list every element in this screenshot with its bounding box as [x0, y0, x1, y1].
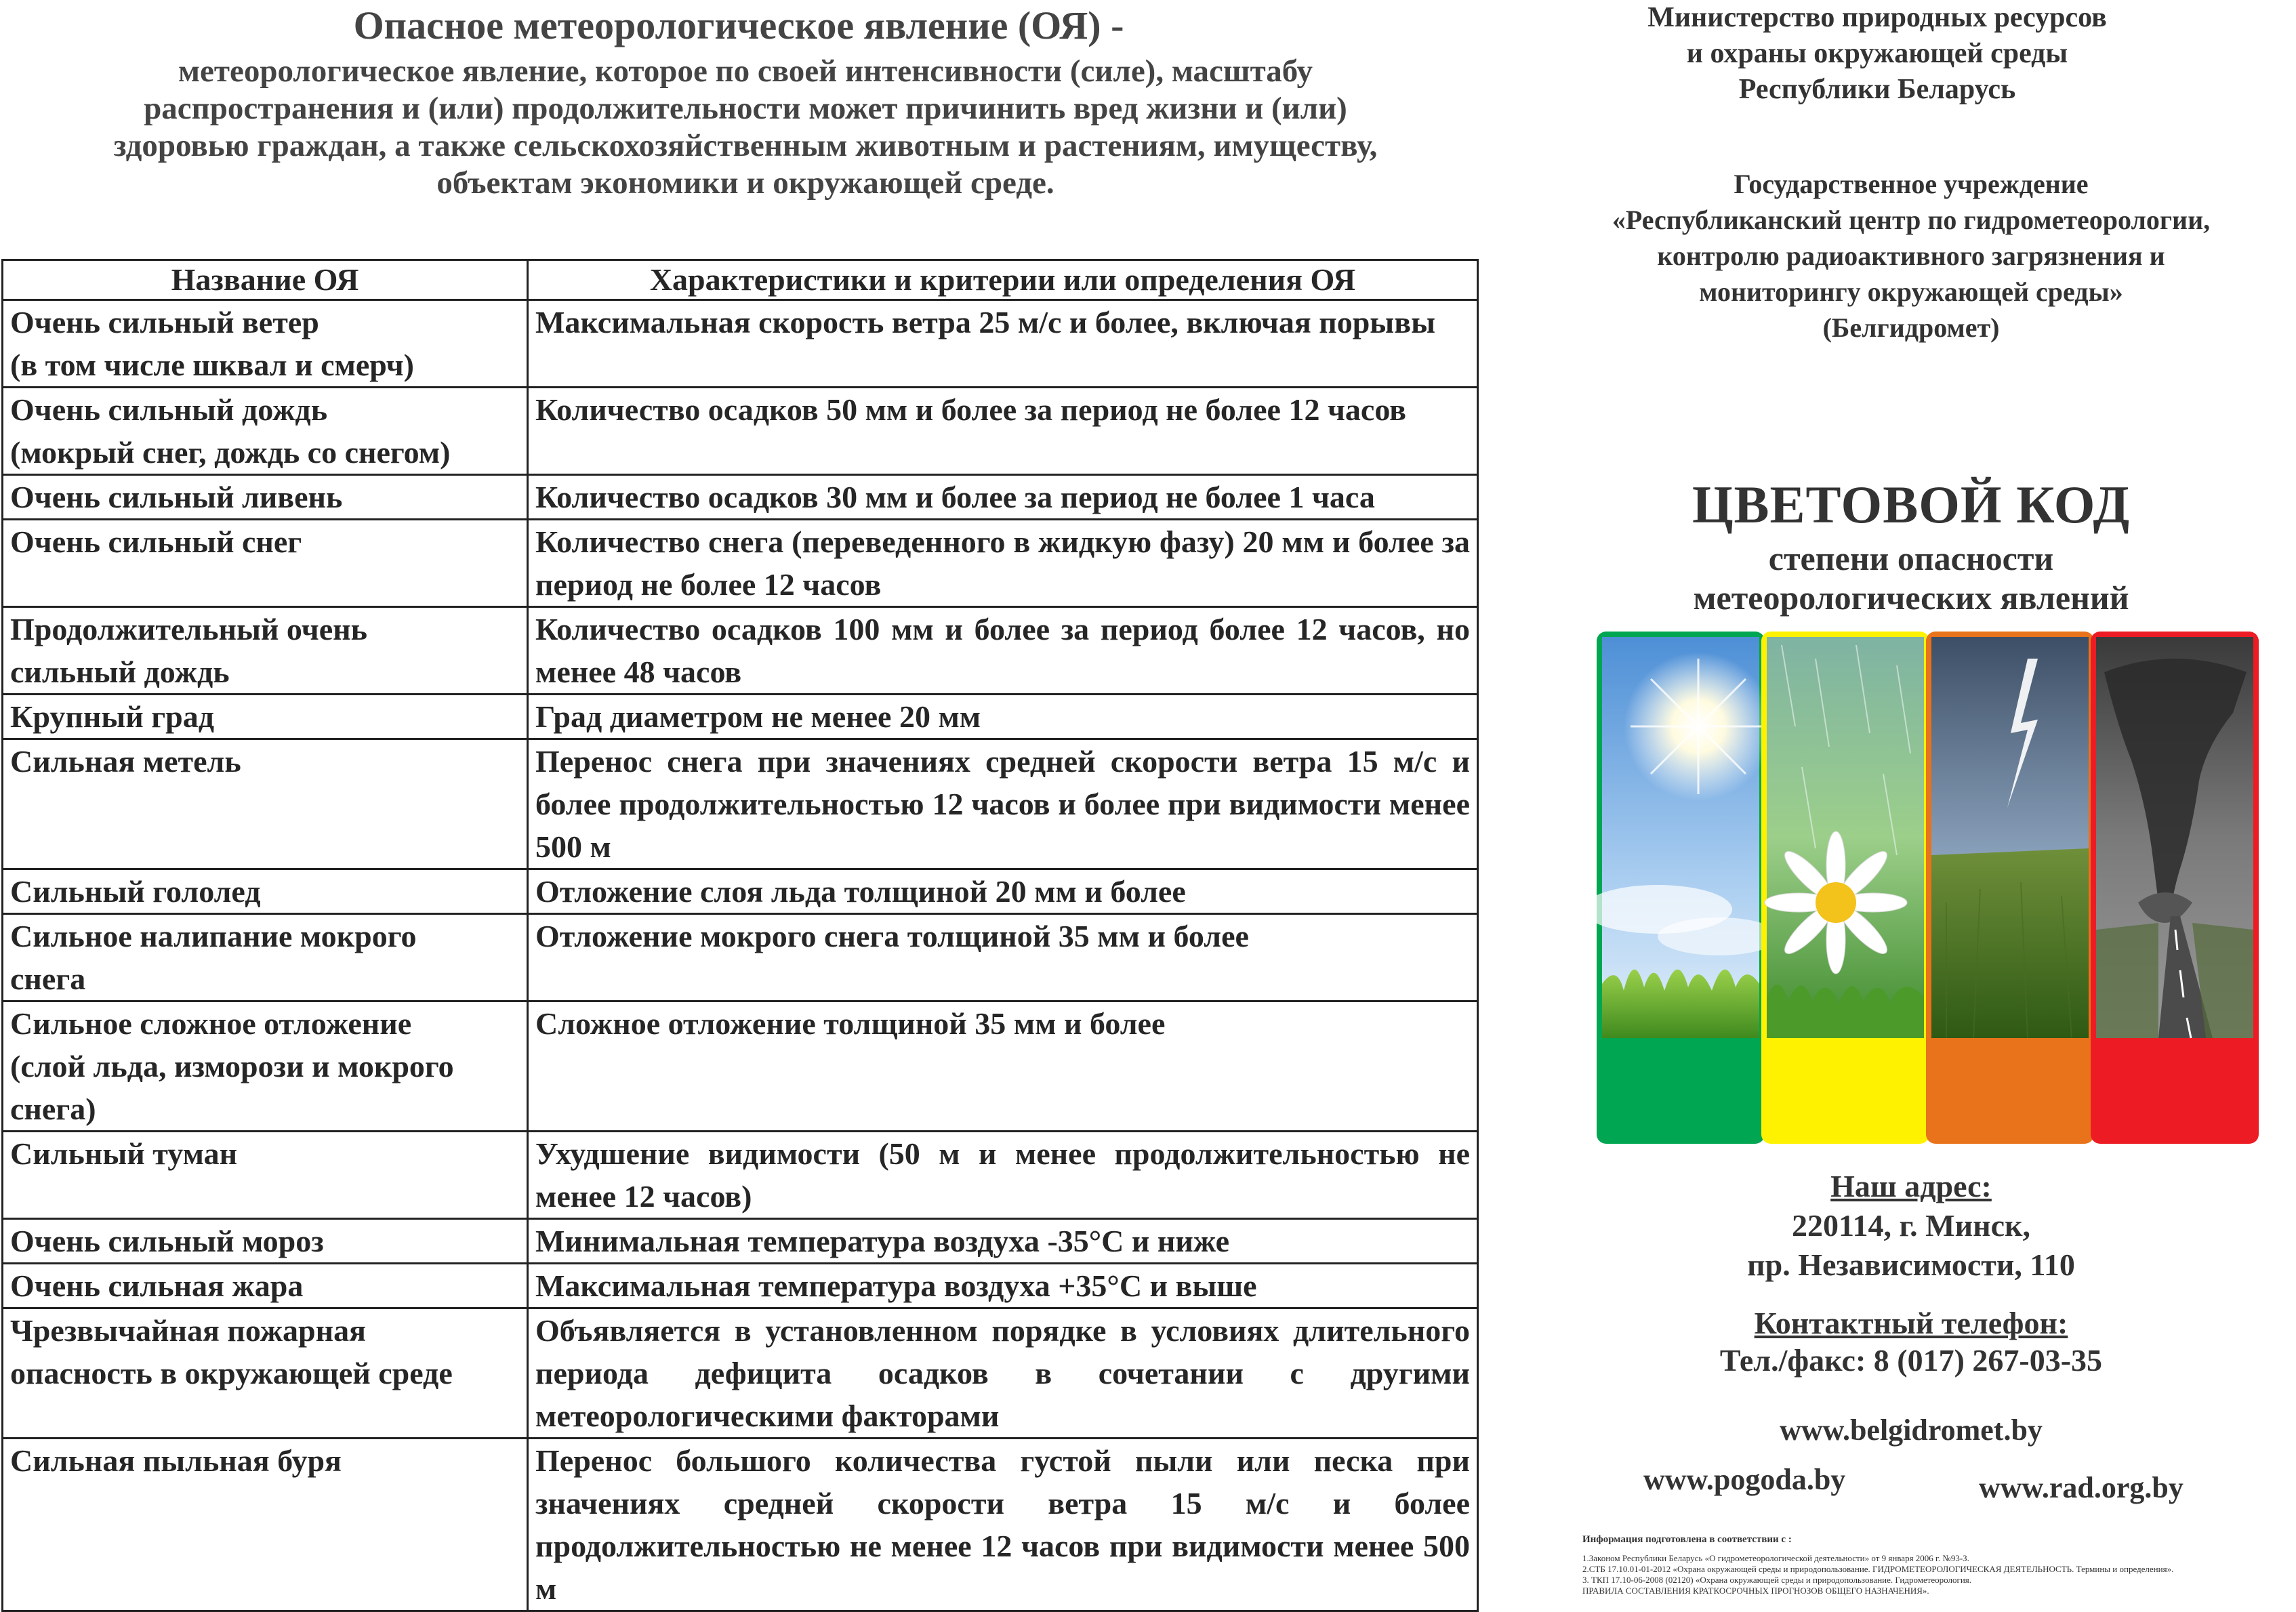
phenomenon-criteria: Количество снега (переведенного в жидкую фазу) 20 мм и более за период не более 12 часов: [528, 520, 1478, 607]
institution-name: [1518, 166, 2296, 346]
table-row: [3, 1219, 1478, 1264]
phenomenon-name-line: Очень сильный дождь: [10, 392, 328, 427]
phenomenon-name-line: (в том числе шквал и смерч): [10, 348, 414, 382]
phenomenon-criteria: Максимальная скорость ветра 25 м/с и более, включая порывы: [528, 300, 1478, 388]
phone-heading: Контактный телефон:: [1754, 1306, 2068, 1340]
phenomenon-name-line: Очень сильная жара: [10, 1268, 304, 1303]
sunny-sky-icon: [1597, 632, 1765, 1144]
phenomenon-name-line: Очень сильный ветер: [10, 305, 319, 339]
ministry-line: Министерство природных ресурсов: [1647, 2, 2107, 33]
site-link-rad[interactable]: www.rad.org.by: [1979, 1471, 2184, 1504]
phenomenon-name-line: Очень сильный снег: [10, 524, 302, 559]
phenomenon-name-line: Сильное налипание мокрого: [10, 919, 417, 953]
address-line: пр. Независимости, 110: [1747, 1247, 2075, 1282]
info-heading: Информация подготовлена в соответствии с :: [1582, 1534, 1792, 1545]
tornado-road-icon: [2091, 632, 2259, 1144]
phenomenon-name: [3, 869, 528, 914]
phenomenon-name-line: (мокрый снег, дождь со снегом): [10, 435, 451, 470]
phenomenon-criteria: Град диаметром не менее 20 мм: [528, 695, 1478, 739]
phone-number: Тел./факс: 8 (017) 267-03-35: [1719, 1343, 2103, 1378]
daisy-rain-icon: [1761, 632, 1929, 1144]
institution-line: мониторингу окружающей среды»: [1699, 276, 2123, 307]
table-row: [3, 1308, 1478, 1439]
site-link-pogoda[interactable]: www.pogoda.by: [1643, 1463, 1846, 1496]
phenomenon-criteria: Перенос снега при значениях средней скорости ветра 15 м/с и более продолжительностью 12 часов и более при видимости менее 500 м: [528, 739, 1478, 869]
column-header-name: Название ОЯ: [3, 260, 528, 300]
phenomenon-name: [3, 520, 528, 607]
address-heading: Наш адрес:: [1830, 1169, 1992, 1203]
phenomenon-name-line: опасность в окружающей среде: [10, 1356, 453, 1390]
subtitle-line: степени опасности: [1768, 539, 2054, 577]
institution-line: «Республиканский центр по гидрометеорологии,: [1612, 205, 2211, 235]
info-line: 3. ТКП 17.10-06-2008 (02120) «Охрана окружающей среды и природопользование. Гидрометеорология.: [1582, 1575, 1972, 1585]
info-sources: [1582, 1533, 2287, 1596]
institution-line: контролю радиоактивного загрязнения и: [1657, 241, 2165, 271]
color-code-strips: [1597, 632, 2258, 1144]
institution-line: Государственное учреждение: [1734, 169, 2089, 199]
phenomenon-name-line: Очень сильный ливень: [10, 480, 343, 514]
strip-green: [1597, 632, 1765, 1144]
definition-text: [27, 53, 1464, 202]
phenomenon-criteria: Количество осадков 100 мм и более за период более 12 часов, но менее 48 часов: [528, 607, 1478, 695]
strip-red: [2091, 632, 2259, 1144]
phenomenon-name-line: Продолжительный очень: [10, 612, 367, 646]
info-line: 2.СТБ 17.10.01-01-2012 «Охрана окружающей среды и природопользование. ГИДРОМЕТЕОРОЛОГИЧЕСКАЯ ДЕЯТЕЛЬНОСТЬ. Термины и определения».: [1582, 1564, 2174, 1574]
phenomenon-name-line: (слой льда, изморози и мокрого: [10, 1049, 454, 1083]
definition-line: объектам экономики и окружающей среде.: [436, 165, 1054, 201]
phenomenon-name-line: сильный дождь: [10, 655, 230, 689]
phenomenon-name: [3, 695, 528, 739]
institution-line: (Белгидромет): [1822, 312, 2000, 343]
phenomenon-criteria: Отложение слоя льда толщиной 20 мм и более: [528, 869, 1478, 914]
strip-yellow: [1761, 632, 1929, 1144]
phenomenon-name: [3, 388, 528, 475]
table-row: [3, 520, 1478, 607]
ministry-name: [1518, 0, 2236, 108]
strip-orange: [1926, 632, 2094, 1144]
phenomenon-name: [3, 1219, 528, 1264]
table-row: [3, 1264, 1478, 1308]
table-row: [3, 914, 1478, 1001]
address-line: 220114, г. Минск,: [1791, 1208, 2030, 1243]
phenomenon-name-line: снега: [10, 962, 86, 996]
phenomenon-name-line: Сильная метель: [10, 744, 241, 779]
phenomenon-name-line: снега): [10, 1092, 96, 1126]
phenomenon-name-line: Крупный град: [10, 699, 214, 734]
phenomenon-criteria: Ухудшение видимости (50 м и менее продолжительностью не менее 12 часов): [528, 1132, 1478, 1219]
ministry-line: Республики Беларусь: [1738, 74, 2016, 105]
table-row: [3, 607, 1478, 695]
site-link-belgidromet[interactable]: www.belgidromet.by: [1780, 1413, 2043, 1447]
phenomenon-name: [3, 1308, 528, 1439]
phenomenon-criteria: Отложение мокрого снега толщиной 35 мм и более: [528, 914, 1478, 1001]
phenomenon-name-line: Чрезвычайная пожарная: [10, 1313, 367, 1348]
phenomenon-name-line: Сильное сложное отложение: [10, 1006, 412, 1041]
table-row: [3, 1439, 1478, 1611]
table-row: [3, 695, 1478, 739]
ministry-line: и охраны окружающей среды: [1686, 38, 2068, 69]
phenomenon-name-line: Очень сильный мороз: [10, 1224, 324, 1258]
table-body: [3, 300, 1478, 1611]
table-row: [3, 739, 1478, 869]
table-row: [3, 869, 1478, 914]
page-title: Опасное метеорологическое явление (ОЯ) -: [353, 3, 1124, 47]
phenomenon-name: [3, 607, 528, 695]
table-row: [3, 475, 1478, 520]
phenomenon-name: [3, 300, 528, 388]
phenomenon-criteria: Сложное отложение толщиной 35 мм и более: [528, 1001, 1478, 1132]
table-row: [3, 300, 1478, 388]
phenomenon-criteria: Минимальная температура воздуха -35°С и ниже: [528, 1219, 1478, 1264]
storm-field-icon: [1926, 632, 2094, 1144]
phenomenon-name-line: Сильный гололед: [10, 874, 261, 909]
phenomenon-name: [3, 1132, 528, 1219]
color-code-title: ЦВЕТОВОЙ КОД: [1692, 475, 2131, 534]
phenomenon-name: [3, 914, 528, 1001]
phenomenon-name: [3, 475, 528, 520]
phenomenon-name-line: Сильный туман: [10, 1136, 238, 1171]
info-line: 1.Законом Республики Беларусь «О гидрометеорологической деятельности» от 9 января 2006 г. №93-З.: [1582, 1553, 1969, 1563]
phenomenon-criteria: Объявляется в установленном порядке в условиях длительного периода дефицита осадков в сочетании с другими метеорологическими факторами: [528, 1308, 1478, 1439]
table-row: [3, 388, 1478, 475]
table-row: [3, 1132, 1478, 1219]
phenomenon-criteria: Количество осадков 30 мм и более за период не более 1 часа: [528, 475, 1478, 520]
phenomenon-criteria: Максимальная температура воздуха +35°С и выше: [528, 1264, 1478, 1308]
subtitle-line: метеорологических явлений: [1693, 579, 2129, 617]
phenomenon-criteria: Перенос большого количества густой пыли или песка при значениях средней скорости ветра 15 м/с и более продолжительностью не менее 12 часов при видимости менее 500 м: [528, 1439, 1478, 1611]
address: [1518, 1206, 2296, 1285]
phenomenon-criteria: Количество осадков 50 мм и более за период не более 12 часов: [528, 388, 1478, 475]
column-header-criteria: Характеристики и критерии или определения ОЯ: [528, 260, 1478, 300]
phenomena-table: [1, 259, 1479, 1612]
definition-line: распространения и (или) продолжительности может причинить вред жизни и (или): [144, 91, 1347, 126]
color-code-subtitle: [1518, 539, 2296, 617]
phenomenon-name-line: Сильная пыльная буря: [10, 1443, 342, 1478]
info-line: ПРАВИЛА СОСТАВЛЕНИЯ КРАТКОСРОЧНЫХ ПРОГНОЗОВ ОБЩЕГО НАЗНАЧЕНИЯ».: [1582, 1586, 1929, 1596]
definition-line: здоровью граждан, а также сельскохозяйственным животным и растениям, имуществу,: [113, 128, 1378, 163]
definition-line: метеорологическое явление, которое по своей интенсивности (силе), масштабу: [178, 54, 1313, 89]
phenomenon-name: [3, 1001, 528, 1132]
phenomenon-name: [3, 1264, 528, 1308]
table-row: [3, 1001, 1478, 1132]
phenomenon-name: [3, 739, 528, 869]
phenomenon-name: [3, 1439, 528, 1611]
table-header-row: [3, 260, 1478, 300]
